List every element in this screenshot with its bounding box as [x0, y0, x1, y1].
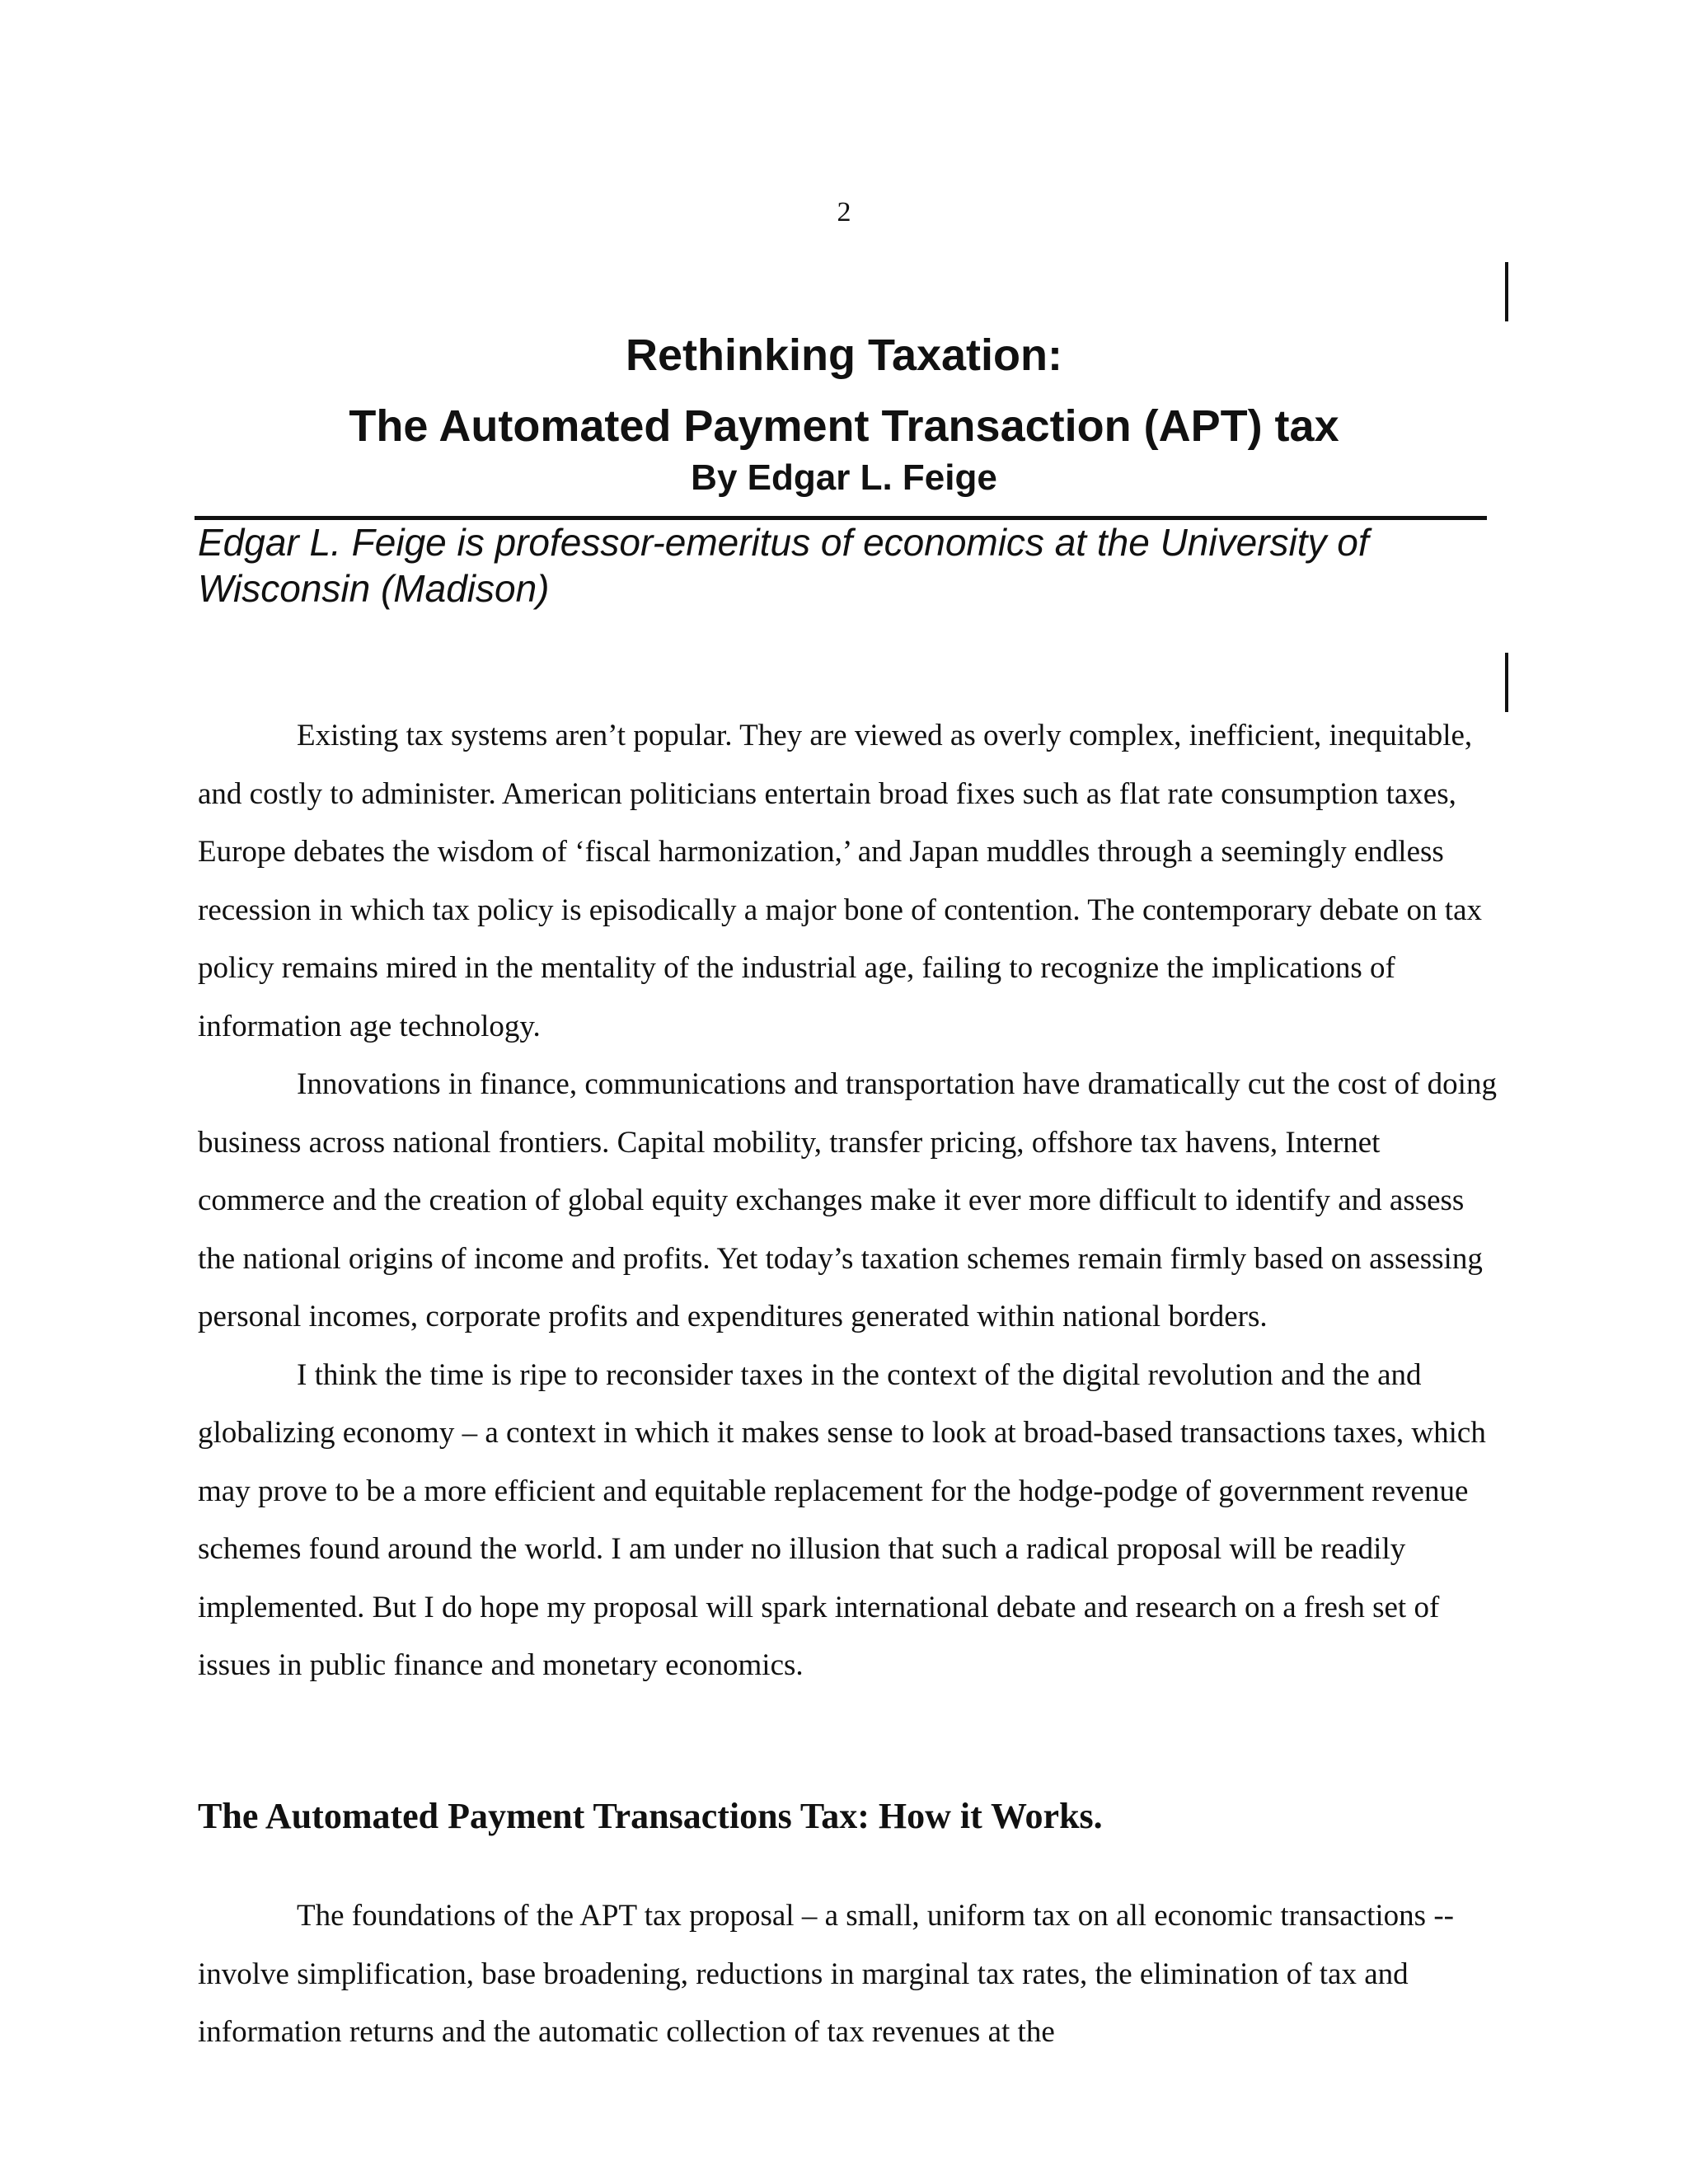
- byline: By Edgar L. Feige: [691, 457, 997, 498]
- paragraph: Existing tax systems aren’t popular. They are viewed as overly complex, inefficient, inequitable, and costly to administer. American politicians entertain broad fixes such as flat rate consumption taxes, Europe debates the wisdom of ‘fiscal harmonization,’ and Japan muddles through a seemingly endless recession in which tax policy is episodically a major bone of contention. The contemporary debate on tax policy remains mired in the mentality of the industrial age, failing to recognize the implications of information age technology.: [198, 719, 1482, 1043]
- page-number: 2: [837, 197, 851, 227]
- author-note: Edgar L. Feige is professor-emeritus of economics at the University of Wisconsin (Madison): [198, 521, 1369, 610]
- title-line-1: Rethinking Taxation:: [625, 330, 1062, 380]
- paragraph: The foundations of the APT tax proposal – a small, uniform tax on all economic transactions -- involve simplification, base broadening, reductions in marginal tax rates, the elimination of tax and information returns and the automatic collection of tax revenues at the: [198, 1899, 1454, 2049]
- paragraph: Innovations in finance, communications and transportation have dramatically cut the cost of doing business across national frontiers. Capital mobility, transfer pricing, offshore tax havens, Internet commerce and the creation of global equity exchanges make it ever more difficult to identify and assess the national origins of income and profits. Yet today’s taxation schemes remain firmly based on assessing personal incomes, corporate profits and expenditures generated within national borders.: [198, 1067, 1497, 1333]
- paragraph: I think the time is ripe to reconsider taxes in the context of the digital revolution and the and globalizing economy – a context in which it makes sense to look at broad-based transactions taxes, which may prove to be a more efficient and equitable replacement for the hodge-podge of government revenue schemes found around the world. I am under no illusion that such a radical proposal will be readily implemented. But I do hope my proposal will spark international debate and research on a fresh set of issues in public finance and monetary economics.: [198, 1357, 1486, 1682]
- change-bar: [1505, 653, 1508, 712]
- title-block: [0, 320, 1688, 501]
- title-line-2: The Automated Payment Transaction (APT) tax: [349, 401, 1339, 451]
- body-text: [198, 707, 1500, 1695]
- section-body-text: [198, 1887, 1500, 2062]
- section-heading: The Automated Payment Transactions Tax: How it Works.: [198, 1796, 1103, 1836]
- change-bar: [1505, 262, 1508, 321]
